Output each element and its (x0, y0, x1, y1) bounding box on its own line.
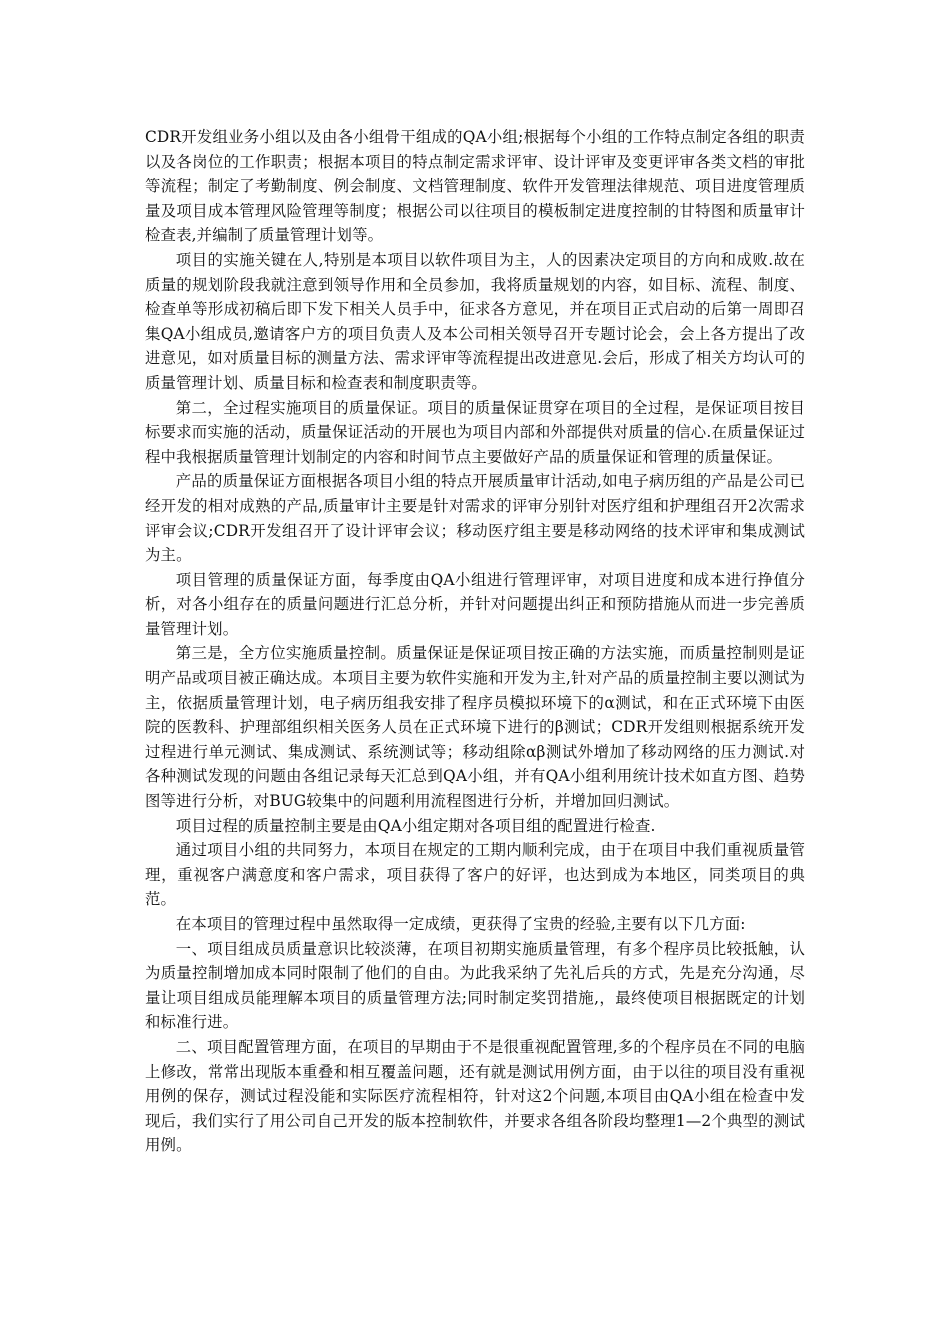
paragraph-1: CDR开发组业务小组以及由各小组骨干组成的QA小组;根据每个小组的工作特点制定各组的职责以及各岗位的工作职责；根据本项目的特点制定需求评审、设计评审及变更评审各类文档的审批等流程；制定了考勤制度、例会制度、文档管理制度、软件开发管理法律规范、项目进度管理质量及项目成本管理风险管理等制度；根据公司以往项目的模板制定进度控制的甘特图和质量审计检查表,并编制了质量管理计划等。 (145, 128, 805, 245)
paragraph-11: 二、项目配置管理方面，在项目的早期由于不是很重视配置管理,多的个程序员在不同的电脑上修改，常常出现版本重叠和相互覆盖问题，还有就是测试用例方面，由于以往的项目没有重视用例的保存，测试过程没能和实际医疗流程相符，针对这2个问题,本项目由QA小组在检查中发现后，我们实行了用公司自己开发的版本控制软件，并要求各组各阶段均整理1—2个典型的测试用例。 (145, 1037, 805, 1155)
paragraph-6: 第三是，全方位实施质量控制。质量保证是保证项目按正确的方法实施，而质量控制则是证明产品或项目被正确达成。本项目主要为软件实施和开发为主,针对产品的质量控制主要以测试为主，依据质量管理计划，电子病历组我安排了程序员模拟环境下的α测试，和在正式环境下由医院的医教科、护理部组织相关医务人员在正式环境下进行的β测试；CDR开发组则根据系统开发过程进行单元测试、集成测试、系统测试等；移动组除αβ测试外增加了移动网络的压力测试.对各种测试发现的问题由各组记录每天汇总到QA小组，并有QA小组利用统计技术如直方图、趋势图等进行分析，对BUG较集中的问题利用流程图进行分析，并增加回归测试。 (145, 644, 805, 811)
paragraph-5: 项目管理的质量保证方面，每季度由QA小组进行管理评审，对项目进度和成本进行挣值分析，对各小组存在的质量问题进行汇总分析，并针对问题提出纠正和预防措施从而进一步完善质量管理计划。 (145, 570, 805, 638)
paragraph-8: 通过项目小组的共同努力，本项目在规定的工期内顺利完成，由于在项目中我们重视质量管理，重视客户满意度和客户需求，项目获得了客户的好评，也达到成为本地区，同类项目的典范。 (145, 841, 805, 909)
paragraph-2: 项目的实施关键在人,特别是本项目以软件项目为主，人的因素决定项目的方向和成败.故在质量的规划阶段我就注意到领导作用和全员参加，我将质量规划的内容，如目标、流程、制度、检查单等形成初稿后即下发下相关人员手中，征求各方意见，并在项目正式启动的后第一周即召集QA小组成员,邀请客户方的项目负责人及本公司相关领导召开专题讨论会，会上各方提出了改进意见，如对质量目标的测量方法、需求评审等流程提出改进意见.会后，形成了相关方均认可的质量管理计划、质量目标和检查表和制度职责等。 (145, 250, 805, 392)
paragraph-9: 在本项目的管理过程中虽然取得一定成绩，更获得了宝贵的经验,主要有以下几方面: (175, 915, 746, 933)
paragraph-3: 第二，全过程实施项目的质量保证。项目的质量保证贯穿在项目的全过程，是保证项目按目标要求而实施的活动，质量保证活动的开展也为项目内部和外部提供对质量的信心.在质量保证过程中我根据质量管理计划制定的内容和时间节点主要做好产品的质量保证和管理的质量保证。 (145, 398, 805, 466)
paragraph-7: 项目过程的质量控制主要是由QA小组定期对各项目组的配置进行检查. (175, 816, 656, 835)
document-page (145, 125, 805, 1158)
paragraph-10: 一、项目组成员质量意识比较淡薄，在项目初期实施质量管理，有多个程序员比较抵触，认为质量控制增加成本同时限制了他们的自由。为此我采纳了先礼后兵的方式，先是充分沟通，尽量让项目组成员能理解本项目的质量管理方法;同时制定奖罚措施,，最终使项目根据既定的计划和标准行进。 (145, 939, 805, 1032)
paragraph-4: 产品的质量保证方面根据各项目小组的特点开展质量审计活动,如电子病历组的产品是公司已经开发的相对成熟的产品,质量审计主要是针对需求的评审分别针对医疗组和护理组召开2次需求评审会议;CDR开发组召开了设计评审会议；移动医疗组主要是移动网络的技术评审和集成测试为主。 (145, 472, 805, 565)
